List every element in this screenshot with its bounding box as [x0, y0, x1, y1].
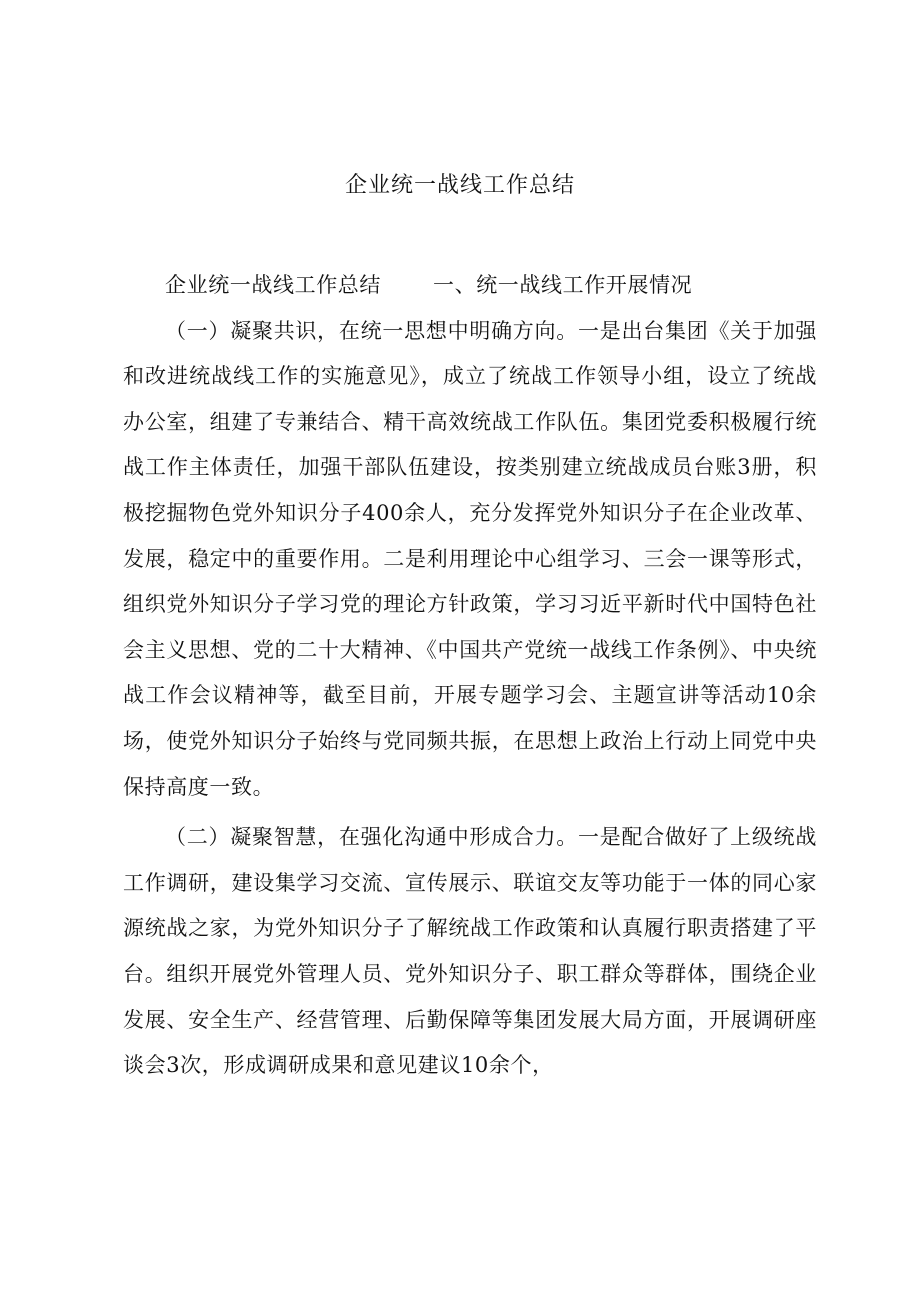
intro-subtitle: 企业统一战线工作总结 [165, 273, 381, 297]
intro-line [123, 263, 817, 309]
paragraph-2: （二）凝聚智慧，在强化沟通中形成合力。一是配合做好了上级统战工作调研，建设集学习交流、宣传展示、联谊交友等功能于一体的同心家源统战之家，为党外知识分子了解统战工作政策和认真履行职责搭建了平台。组织开展党外管理人员、党外知识分子、职工群众等群体，围绕企业发展、安全生产、经营管理、后勤保障等集团发展大局方面，开展调研座谈会3次，形成调研成果和意见建议10余个， [123, 825, 817, 1078]
document-body [123, 263, 817, 1089]
section-heading: 一、统一战线工作开展情况 [433, 273, 693, 297]
document-title: 企业统一战线工作总结 [344, 173, 575, 198]
paragraph-1: （一）凝聚共识，在统一思想中明确方向。一是出台集团《关于加强和改进统战线工作的实施意见》，成立了统战工作领导小组，设立了统战办公室，组建了专兼结合、精干高效统战工作队伍。集团党委积极履行统战工作主体责任，加强干部队伍建设，按类别建立统战成员台账3册，积极挖掘物色党外知识分子400余人，充分发挥党外知识分子在企业改革、发展，稳定中的重要作用。二是利用理论中心组学习、三会一课等形式，组织党外知识分子学习党的理论方针政策，学习习近平新时代中国特色社会主义思想、党的二十大精神、《中国共产党统一战线工作条例》、中央统战工作会议精神等，截至目前，开展专题学习会、主题宣讲等活动10余场，使党外知识分子始终与党同频共振，在思想上政治上行动上同党中央保持高度一致。 [123, 318, 817, 799]
